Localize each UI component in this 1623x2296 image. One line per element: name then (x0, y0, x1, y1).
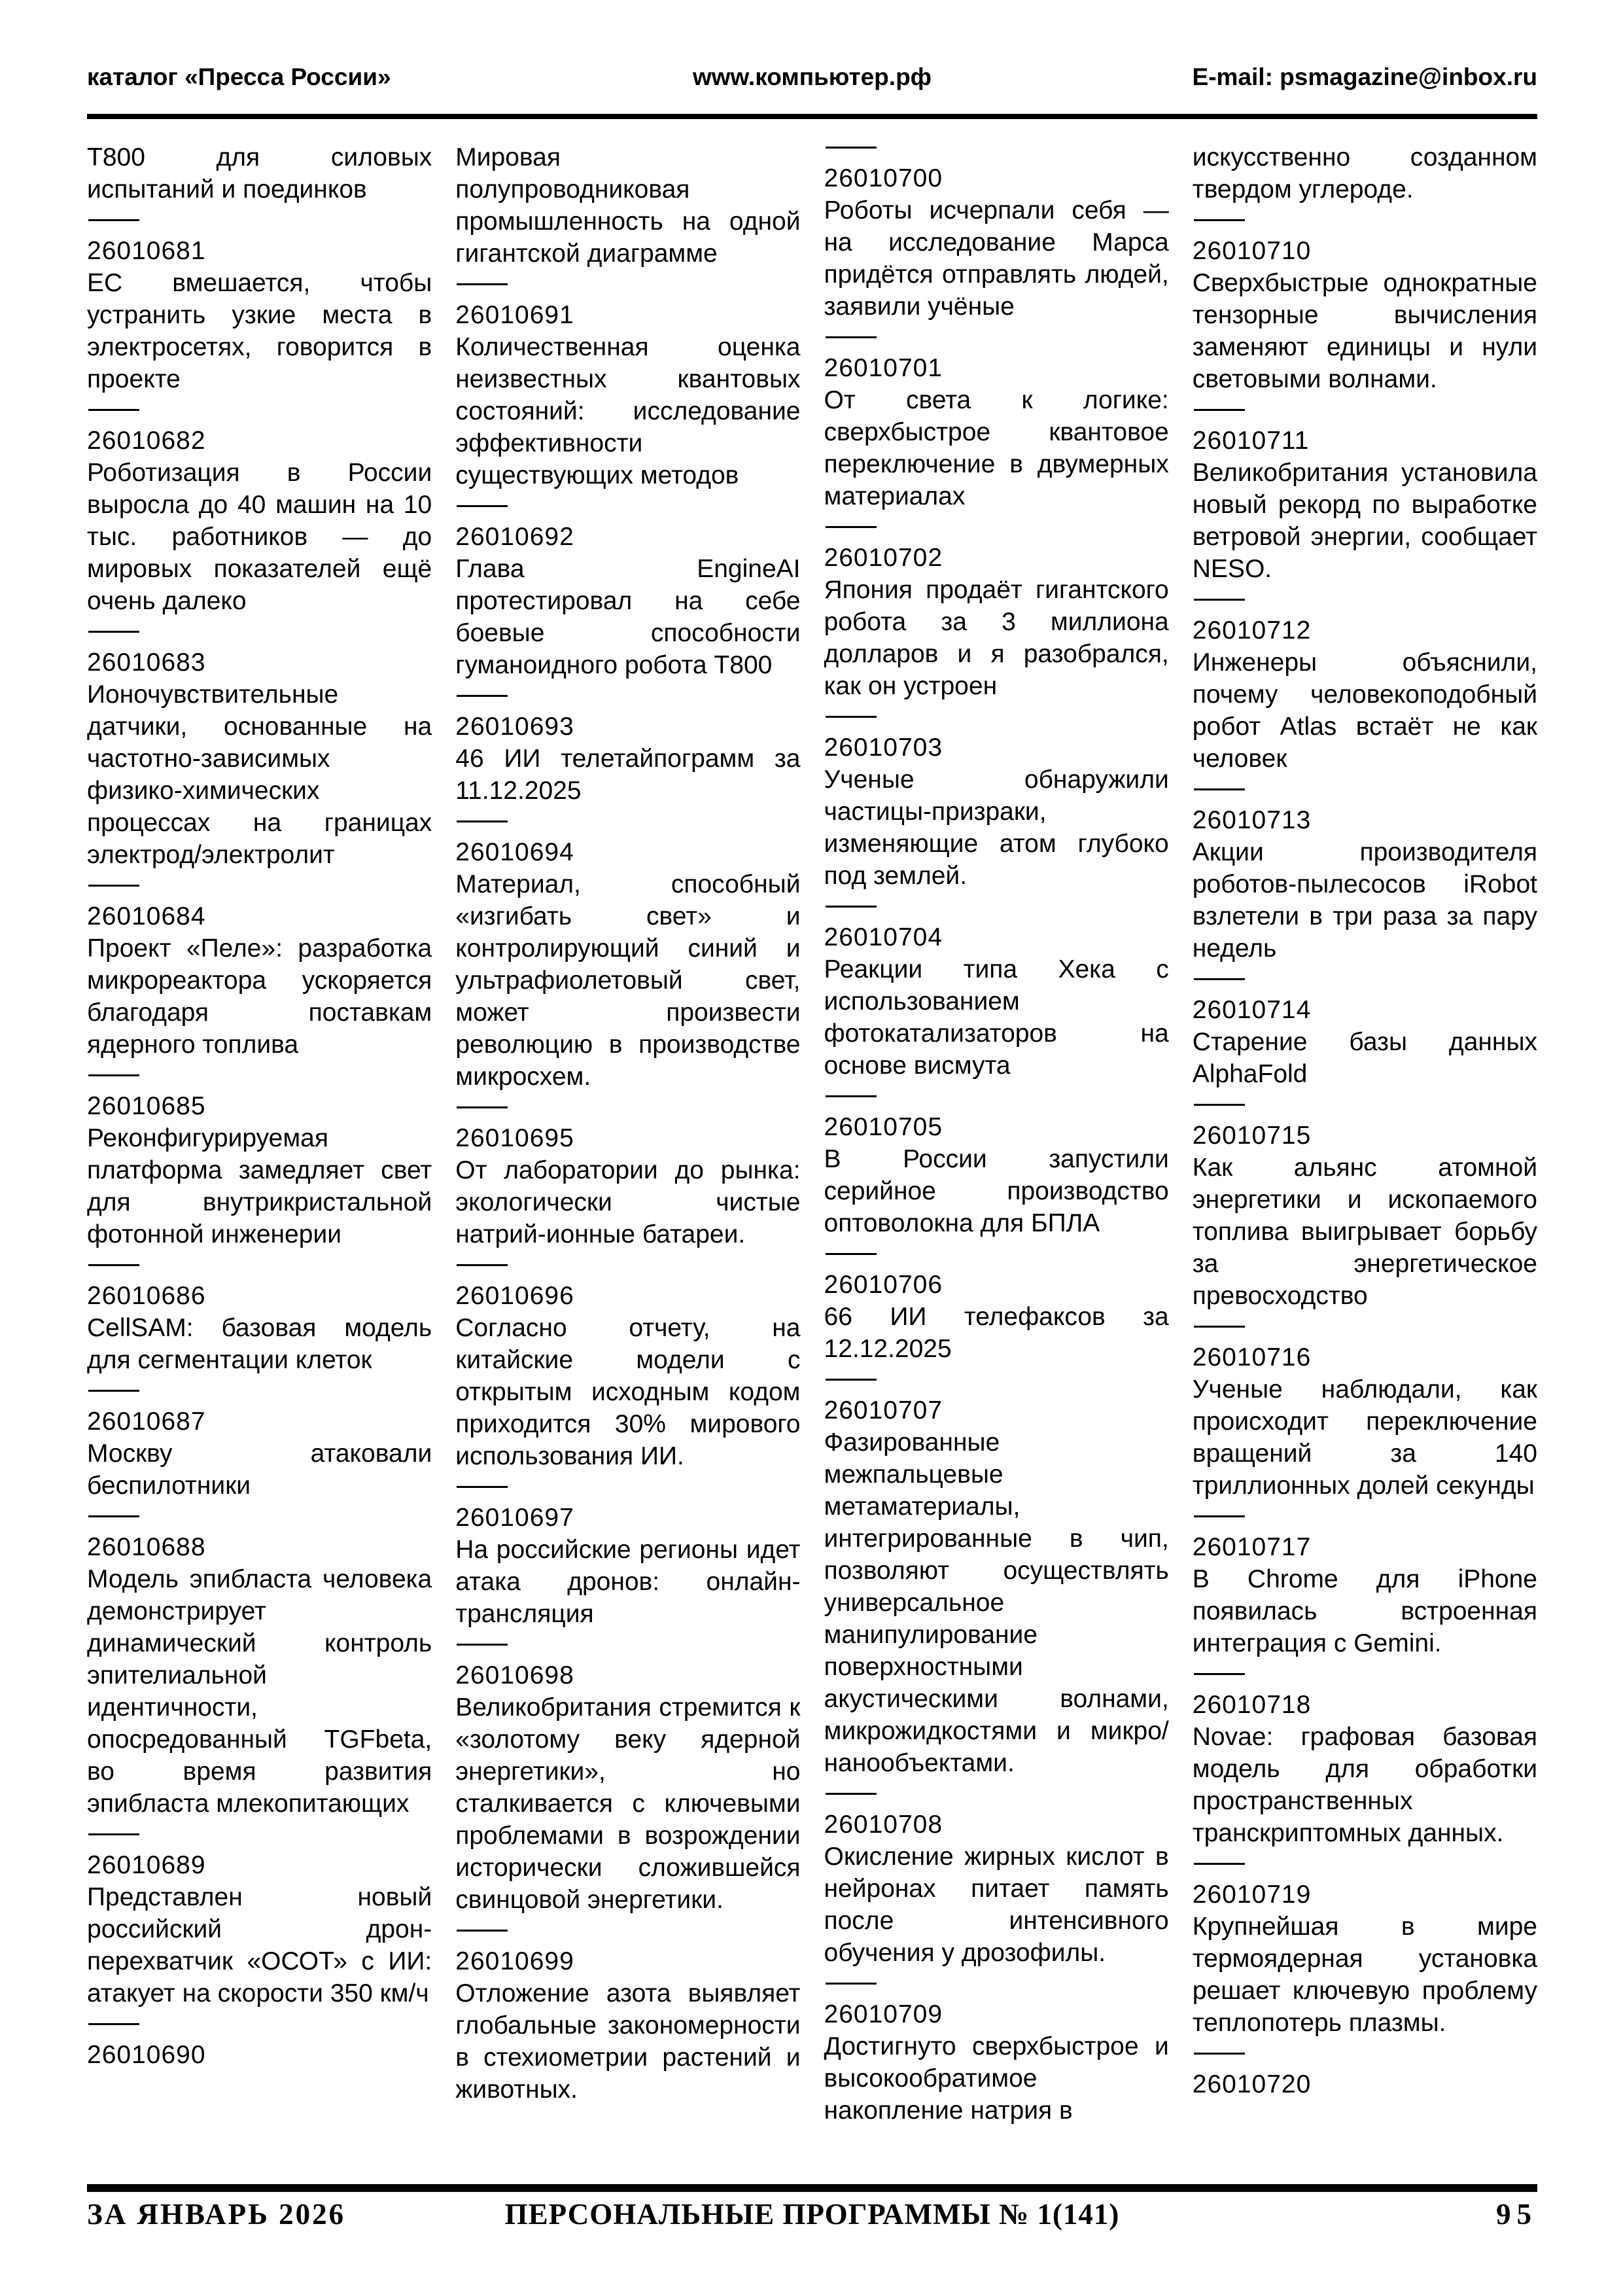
entry-title: 46 ИИ телетайпограмм за 11.12.2025 (455, 745, 801, 805)
entry-continuation: Т800 для силовых испытаний и поединков (87, 143, 432, 203)
entry-number: 26010702 (824, 544, 943, 572)
entry-divider (457, 283, 508, 285)
entry-number: 26010687 (87, 1407, 206, 1436)
entry-title: Глава EngineAI протестировал на себе боевые способности гуманоидного робота Т800 (455, 555, 801, 679)
entry-title: От лаборатории до рынка: экологически чистые натрий-ионные батареи. (455, 1156, 801, 1248)
page-footer (87, 2197, 1537, 2231)
entry-number: 26010695 (455, 1124, 574, 1152)
website-text: www.компьютер.рф (692, 63, 932, 90)
entry-title: Окисление жирных кислот в нейронах питает память после интенсивного обучения у дрозофилы. (824, 1843, 1169, 1967)
entry-number: 26010686 (87, 1282, 206, 1310)
entry-number: 26010690 (87, 2041, 206, 2069)
issue-period: ЗА ЯНВАРЬ 2026 (87, 2198, 346, 2231)
entry-title: Япония продаёт гигантского робота за 3 миллиона долларов и я разобрался, как он устроен (824, 576, 1169, 700)
entry-divider (88, 1074, 139, 1076)
page-header (87, 63, 1537, 92)
entry-number: 26010693 (455, 713, 574, 741)
entry-title: Роботы исчерпали себя — на исследование Марса придётся отправлять людей, заявили учёные (824, 196, 1169, 321)
entry-number: 26010717 (1192, 1533, 1312, 1561)
entry-title: Инженеры объяснили, почему человекоподобный робот Atlas встаёт не как человек (1192, 648, 1537, 773)
entry-number: 26010694 (455, 838, 574, 866)
entries-columns (87, 141, 1537, 2127)
journal-title: ПЕРСОНАЛЬНЫЕ ПРОГРАММЫ № 1(141) (504, 2198, 1120, 2231)
entry-number: 26010704 (824, 923, 943, 951)
entry-divider (457, 1930, 508, 1932)
entry-title: Крупнейшая в мире термоядерная установка решает ключевую проблему теплопотерь плазмы. (1192, 1913, 1537, 2037)
entry-divider (1194, 219, 1245, 221)
entry-divider (457, 1486, 508, 1488)
entry-number: 26010698 (455, 1661, 574, 1689)
entry-divider (88, 2023, 139, 2025)
entry-number: 26010688 (87, 1533, 206, 1561)
entry-divider (457, 1644, 508, 1646)
entry-divider (88, 409, 139, 411)
entry-number: 26010711 (1192, 427, 1310, 455)
entry-divider (826, 1983, 877, 1985)
catalog-name: каталог «Пресса России» (87, 63, 391, 90)
entry-title: Реконфигурируемая платформа замедляет свет для внутрикристальной фотонной инженерии (87, 1124, 432, 1248)
entry-number: 26010708 (824, 1810, 943, 1839)
entry-divider (826, 716, 877, 718)
entry-divider (88, 885, 139, 887)
entry-title: Сверхбыстрые однократные тензорные вычисления заменяют единицы и нули световыми волнами. (1192, 269, 1537, 393)
entry-title: Акции производителя роботов-пылесосов iRobot взлетели в три раза за пару недель (1192, 838, 1537, 963)
entry-number: 26010699 (455, 1947, 574, 1975)
entry-number: 26010700 (824, 164, 943, 192)
entries-column-1 (87, 141, 432, 2127)
entry-divider (457, 1264, 508, 1266)
entry-number: 26010685 (87, 1092, 206, 1120)
entry-divider (1194, 1326, 1245, 1328)
entry-number: 26010691 (455, 301, 574, 329)
page-number: 95 (1496, 2198, 1537, 2231)
entry-divider (457, 505, 508, 507)
entry-divider (457, 695, 508, 697)
entry-continuation: Мировая полупроводниковая промышленность на одной гигантской диаграмме (455, 143, 801, 268)
entry-divider (1194, 978, 1245, 980)
entry-number: 26010712 (1192, 616, 1312, 645)
entry-divider (1194, 1104, 1245, 1106)
entries-column-3 (824, 141, 1169, 2127)
entry-number: 26010714 (1192, 996, 1312, 1024)
entry-title: На российские регионы идет атака дронов: онлайн-трансляция (455, 1536, 801, 1628)
entry-title: Novae: графовая базовая модель для обработки пространственных транскриптомных данных. (1192, 1723, 1537, 1847)
entry-number: 26010716 (1192, 1343, 1312, 1371)
entry-number: 26010703 (824, 733, 943, 762)
entry-title: Материал, способный «изгибать свет» и контролирующий синий и ультрафиолетовый свет, может произвести революцию в производстве микросхем. (455, 870, 801, 1091)
entry-number: 26010715 (1192, 1122, 1312, 1150)
entry-number: 26010707 (824, 1396, 943, 1424)
entry-number: 26010718 (1192, 1691, 1312, 1719)
entry-divider (1194, 1863, 1245, 1865)
entry-title: Реакции типа Хека с использованием фотокатализаторов на основе висмута (824, 955, 1169, 1080)
entry-divider (457, 821, 508, 822)
entry-title: В Chrome для iPhone появилась встроенная интеграция с Gemini. (1192, 1565, 1537, 1657)
entry-divider (1194, 2053, 1245, 2055)
entry-title: Старение базы данных AlphaFold (1192, 1028, 1537, 1088)
entry-title: В России запустили серийное производство оптоволокна для БПЛА (824, 1145, 1169, 1237)
entry-divider (88, 1833, 139, 1835)
entry-number: 26010683 (87, 648, 206, 677)
entry-title: Достигнуто сверхбыстрое и высокообратимое накопление натрия в (824, 2032, 1169, 2125)
entry-title: Модель эпибласта человека демонстрирует динамический контроль эпителиальной идентичности, опосредованный TGFbeta, во время развития эпибласта млекопитающих (87, 1565, 432, 1818)
entry-divider (88, 1264, 139, 1266)
entries-column-4 (1193, 141, 1537, 2127)
entry-title: Роботизация в России выросла до 40 машин на 10 тыс. работников — до мировых показателей ещё очень далеко (87, 459, 432, 615)
entry-number: 26010720 (1192, 2070, 1312, 2098)
entry-divider (826, 1793, 877, 1795)
entry-number: 26010684 (87, 902, 206, 930)
entry-divider (457, 1106, 508, 1108)
header-rule (87, 114, 1537, 119)
entry-title: Великобритания установила новый рекорд по выработке ветровой энергии, сообщает NESO. (1192, 459, 1537, 583)
entry-divider (1194, 409, 1245, 411)
entry-divider (88, 631, 139, 633)
entry-divider (1194, 788, 1245, 790)
entry-title: От света к логике: сверхбыстрое квантовое переключение в двумерных материалах (824, 386, 1169, 510)
entry-number: 26010681 (87, 237, 206, 265)
entry-title: Фазированные межпальцевые метаматериалы, интегрированные в чип, позволяют осуществлять универсальное манипулирование поверхностными акустическими волнами, микрожидкостями и микро/нанообъектами. (824, 1428, 1169, 1777)
entry-number: 26010682 (87, 427, 206, 455)
entry-number: 26010706 (824, 1271, 943, 1299)
entry-title: ЕС вмешается, чтобы устранить узкие места в электросетях, говорится в проекте (87, 269, 432, 393)
entry-divider (88, 219, 139, 221)
entry-divider (826, 1095, 877, 1097)
entry-number: 26010719 (1192, 1881, 1312, 1909)
entry-divider (1194, 599, 1245, 601)
entry-number: 26010692 (455, 523, 574, 551)
entry-divider (88, 1515, 139, 1517)
entry-title: Представлен новый российский дрон-перехватчик «ОСОТ» с ИИ: атакует на скорости 350 км/ч (87, 1883, 432, 2007)
entry-title: Москву атаковали беспилотники (87, 1439, 432, 1500)
entry-title: Великобритания стремится к «золотому веку ядерной энергетики», но сталкивается с ключевыми проблемами в возрождении исторически сложившейся свинцовой энергетики. (455, 1693, 801, 1914)
entry-title: Проект «Пеле»: разработка микрореактора ускоряется благодаря поставкам ядерного топлива (87, 934, 432, 1059)
entry-title: Отложение азота выявляет глобальные закономерности в стехиометрии растений и животных. (455, 1979, 801, 2104)
footer-rule (87, 2184, 1537, 2192)
entry-divider (826, 906, 877, 908)
entry-number: 26010701 (824, 354, 943, 382)
entry-divider (826, 336, 877, 338)
entry-divider (826, 526, 877, 528)
entry-title: Ученые наблюдали, как происходит переключение вращений за 140 триллионных долей секунды (1192, 1375, 1537, 1500)
entry-number: 26010697 (455, 1504, 574, 1532)
entry-number: 26010713 (1192, 806, 1312, 834)
entry-divider (826, 1253, 877, 1255)
entry-number: 26010689 (87, 1851, 206, 1879)
entry-title: Ионочувствительные датчики, основанные на частотно-зависимых физико-химических процессах на границах электрод/электролит (87, 680, 432, 869)
entry-divider (1194, 1673, 1245, 1675)
entries-column-2 (455, 141, 800, 2127)
entry-divider (826, 1379, 877, 1381)
entry-number: 26010710 (1192, 237, 1312, 265)
email-text: E-mail: psmagazine@inbox.ru (1192, 63, 1537, 90)
entry-title: Как альянс атомной энергетики и ископаемого топлива выигрывает борьбу за энергетическое превосходство (1192, 1154, 1537, 1310)
entry-title: Количественная оценка неизвестных квантовых состояний: исследование эффективности существующих методов (455, 333, 801, 489)
entry-title: CellSAM: базовая модель для сегментации клеток (87, 1314, 432, 1374)
entry-divider (1194, 1515, 1245, 1517)
entry-number: 26010696 (455, 1282, 574, 1310)
entry-number: 26010705 (824, 1113, 943, 1141)
entry-divider (88, 1390, 139, 1392)
entry-number: 26010709 (824, 2000, 943, 2028)
entry-title: 66 ИИ телефаксов за 12.12.2025 (824, 1303, 1169, 1363)
entry-continuation: искусственно созданном твердом углероде. (1192, 143, 1537, 203)
entry-title: Ученые обнаружили частицы-призраки, изменяющие атом глубоко под землей. (824, 766, 1169, 890)
entry-divider (826, 147, 877, 149)
entry-title: Согласно отчету, на китайские модели с открытым исходным кодом приходится 30% мирового использования ИИ. (455, 1314, 801, 1470)
